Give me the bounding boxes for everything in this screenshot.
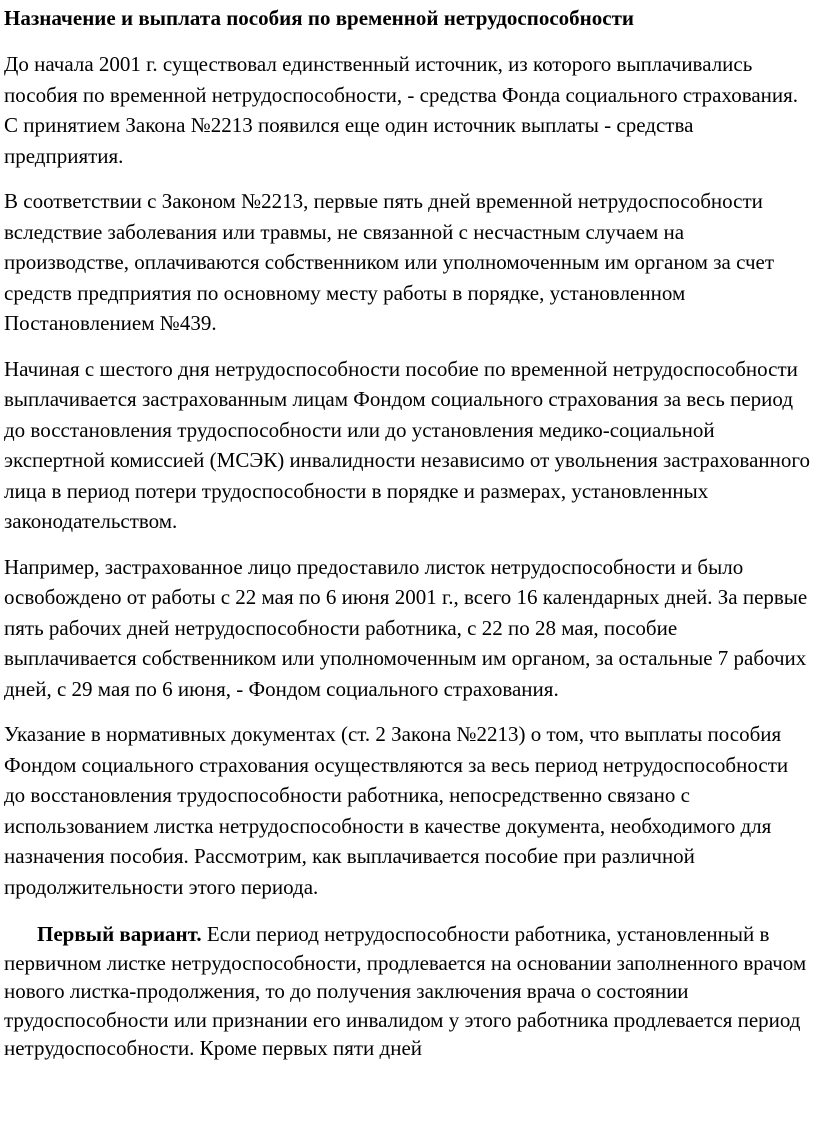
variant-heading: Первый вариант. xyxy=(37,922,202,946)
paragraph-first-variant xyxy=(4,920,812,1063)
paragraph-regulations: Указание в нормативных документах (ст. 2 Закона №2213) о том, что выплаты пособия Фондом социального страхования осуществляются за весь период нетрудоспособности до восстановления трудоспособности работника, непосредственно связано с использованием листка нетрудоспособности в качестве документа, необходимого для назначения пособия. Рассмотрим, как выплачивается пособие при различной продолжительности этого периода. xyxy=(4,722,789,899)
paragraph-sources: До начала 2001 г. существовал единственный источник, из которого выплачивались пособия по временной нетрудоспособности, - средства Фонда социального страхования. С принятием Закона №2213 появился еще один источник выплаты - средства предприятия. xyxy=(4,52,799,168)
paragraph-example: Например, застрахованное лицо предоставило листок нетрудоспособности и было освобождено от работы с 22 мая по 6 июня 2001 г., всего 16 календарных дней. За первые пять рабочих дней нетрудоспособности работника, с 22 по 28 мая, пособие выплачивается собственником или уполномоченным им органом, за остальные 7 рабочих дней, с 29 мая по 6 июня, - Фондом социального страхования. xyxy=(4,554,808,701)
document xyxy=(4,0,812,1063)
paragraph-first-five-days: В соответствии с Законом №2213, первые пять дней временной нетрудоспособности вследствие заболевания или травмы, не связанной с несчастным случаем на производстве, оплачиваются собственником или уполномоченным им органом за счет средств предприятия по основному месту работы в порядке, установленном Постановлением №439. xyxy=(4,189,775,335)
paragraph-sixth-day: Начиная с шестого дня нетрудоспособности пособие по временной нетрудоспособности выплачивается застрахованным лицам Фондом социального страхования за весь период до восстановления трудоспособности или до установления медико-социальной экспертной комиссией (МСЭК) инвалидности независимо от увольнения застрахованного лица в период потери трудоспособности в порядке и размерах, установленных законодательством. xyxy=(4,356,810,533)
variant-text: Если период нетрудоспособности работника, установленный в первичном листке нетрудоспособности, продлевается на основании заполненного врачом нового листка-продолжения, то до получения заключения врача о состоянии трудоспособности или признании его инвалидом у этого работника продлевается период нетрудоспособности. Кроме первых пяти дней xyxy=(4,922,807,1060)
document-title: Назначение и выплата пособия по временной нетрудоспособности xyxy=(4,6,634,30)
